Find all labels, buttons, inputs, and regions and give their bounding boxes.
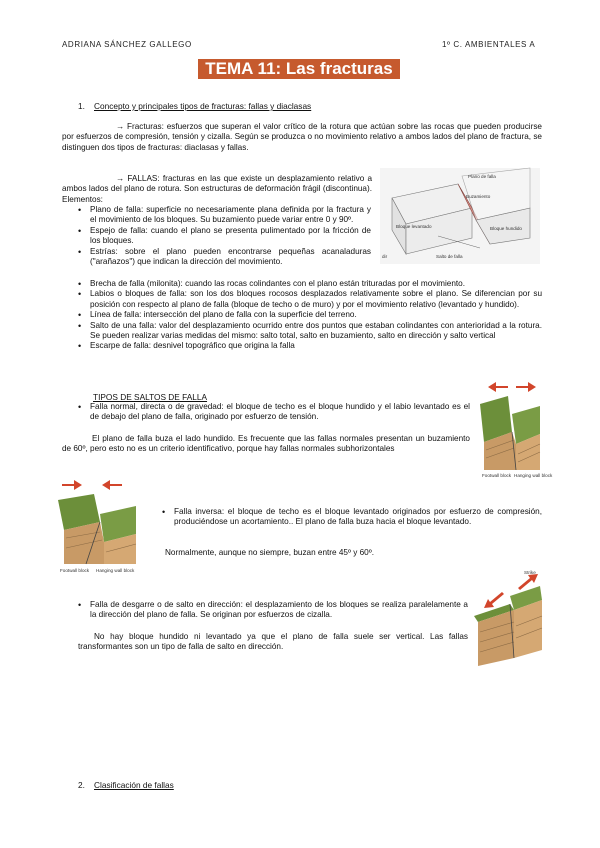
- desgarre-extra-paragraph: No hay bloque hundido ni levantado ya que el plano de falla suele ser vertical. Las fallas transformantes son un tipo de falla de salto en dirección.: [78, 632, 468, 652]
- strike-slip-fault-figure: [470, 566, 544, 670]
- label-footwall: Footwall block: [482, 473, 512, 478]
- label-fig-hanging: Hanging wall block: [96, 568, 135, 573]
- list-item: • Plano de falla: superficie no necesariamente plana definida por la fractura y el movimiento de los bloques. Su buzamiento puede variar entre 0 y 90º.: [78, 205, 371, 226]
- list-item: • Salto de una falla: valor del desplazamiento ocurrido entre dos puntos que estaban colindantes con anterioridad a la rotura. Se pueden realizar varias medidas del mismo: salto total, salto en buzamiento, salto en dirección y salto vertical: [78, 321, 542, 342]
- label-strike: Strike: [524, 570, 536, 575]
- section1-heading-text: Concepto y principales tipos de fracturas: fallas y diaclasas: [94, 101, 312, 111]
- list-item: • Línea de falla: intersección del plano de falla con la superficie del terreno.: [78, 310, 542, 320]
- fallas-paragraph: → FALLAS: fracturas en las que existe un desplazamiento relativo a ambos lados del plano de rotura. Son estructuras de deformación frágil (discontinua). Elementos:: [62, 174, 372, 204]
- label-salto: Salto de falla: [436, 254, 463, 259]
- label-fig-footwall: Footwall block: [60, 568, 90, 573]
- header-course: 1º C. AMBIENTALES A: [442, 40, 536, 49]
- normal-fault-figure: [476, 374, 553, 480]
- reverse-fault-figure: [56, 476, 138, 576]
- desgarre-list: [78, 600, 468, 621]
- elements-list-narrow: [78, 205, 371, 267]
- label-direccion: dir: [382, 254, 388, 259]
- list-item: • Falla normal, directa o de gravedad: el bloque de techo es el bloque hundido y el labio levantado es el de debajo del plano de falla, originado por esfuerzo de tensión.: [78, 402, 470, 423]
- normal-extra-paragraph: El plano de falla buza el lado hundido. Es frecuente que las fallas normales presentan un buzamiento de 60º, pero esto no es un criterio identificativo, porque hay fallas normales subhorizontales: [62, 434, 470, 454]
- list-item: • Falla inversa: el bloque de techo es el bloque levantado originados por esfuerzo de compresión, produciéndose un acortamiento.. El plano de falla buza hacia el bloque levantado.: [162, 507, 542, 528]
- label-hanging: Hanging wall block: [514, 473, 553, 478]
- fault-elements-diagram: [380, 168, 540, 264]
- normal-list: [78, 402, 470, 423]
- list-item: • Espejo de falla: cuando el plano se presenta pulimentado por la fricción de los bloques.: [78, 226, 371, 247]
- tipos-heading-text: TIPOS DE SALTOS DE FALLA: [93, 392, 208, 402]
- section2-number: 2.: [78, 780, 85, 790]
- header-author: ADRIANA SÁNCHEZ GALLEGO: [62, 40, 192, 49]
- list-item: • Labios o bloques de falla: son los dos bloques rocosos desplazados relativamente sobre el plano. Se diferencian por su posición con respecto al plano de falla (bloque de techo o de muro) y por el movimiento relativo (levantado y hundido).: [78, 289, 542, 310]
- section1-number: 1.: [78, 101, 85, 111]
- tipos-heading: [93, 392, 207, 402]
- list-item: • Brecha de falla (milonita): cuando las rocas colindantes con el plano están trituradas por el movimiento.: [78, 279, 542, 289]
- section1-heading: [94, 101, 311, 111]
- label-hundido: Bloque hundido: [490, 226, 522, 231]
- fracturas-paragraph: → Fracturas: esfuerzos que superan el valor crítico de la rotura que actúan sobre las rocas que pueden producirse por esfuerzos de compresión, tensión y cizalla. Según se produzca o no movimiento relativo a ambos lados del plano de fractura, se distinguen dos tipos de fracturas: diaclasas y fallas.: [62, 122, 542, 152]
- list-item: • Falla de desgarre o de salto en dirección: el desplazamiento de los bloques se realiza paralelamente a la dirección del plano de falla. Se originan por esfuerzos de cizalla.: [78, 600, 468, 621]
- inversa-list: [162, 507, 542, 528]
- label-plano: Plano de falla: [468, 174, 496, 179]
- inversa-extra-paragraph: Normalmente, aunque no siempre, buzan entre 45º y 60º.: [165, 548, 374, 557]
- section2-heading-text: Clasificación de fallas: [94, 780, 174, 790]
- elements-list-wide: [78, 279, 542, 352]
- label-levantado: Bloque levantado: [396, 224, 432, 229]
- section2-heading: [94, 780, 174, 790]
- list-item: • Estrías: sobre el plano pueden encontrarse pequeñas acanaladuras ("arañazos") que indican la dirección del movimiento.: [78, 247, 371, 268]
- label-buzamiento: Buzamiento: [466, 194, 491, 199]
- list-item: • Escarpe de falla: desnivel topográfico que origina la falla: [78, 341, 542, 351]
- page-title: TEMA 11: Las fracturas: [198, 59, 400, 79]
